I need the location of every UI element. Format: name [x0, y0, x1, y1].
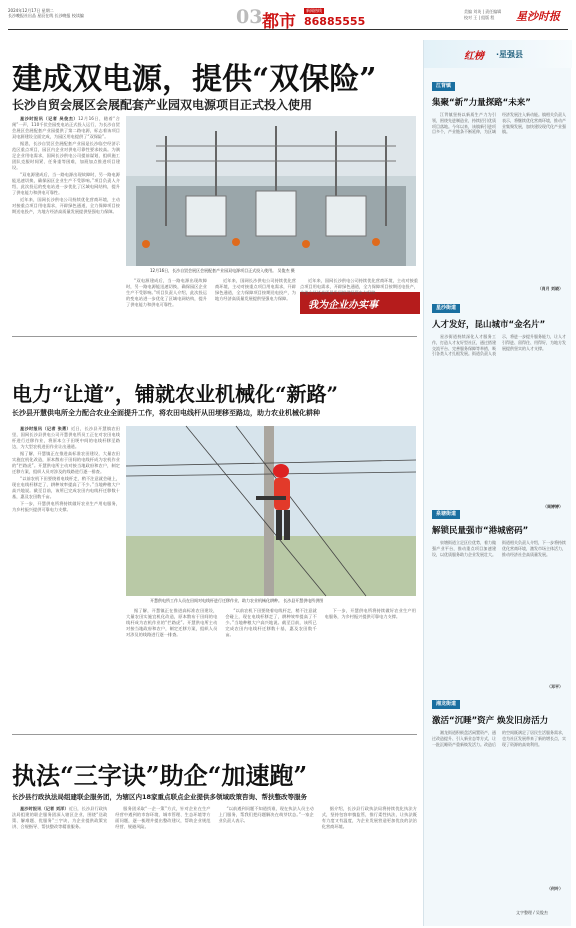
- sidebar-item-paragraph: 湘龙街道积极盘活闲置资产，通过改造提升、引入新业态等方式，让一批沉睡资产重新焕发活力。改造后的空间既满足了居民生活服务需求，也为社区发展带来了新的增长点，实现了资源的高效利用。: [432, 730, 566, 747]
- story1-paragraph: 近年来，国网长沙供电公司持续优化营商环境，主动对接重点项目用电需求，开辟绿色通道，全力保障项目按期送电投产，为地方经济高质量发展提供坚强电力保障。: [300, 278, 418, 295]
- story1-subhead: 长沙自贸会展区会展配套产业园双电源项目正式投入使用: [12, 98, 313, 112]
- story3-paragraph: 服务团采取“一企一策”方式，针对企业在生产经营中遇到的市容环境、城市管理、生态环境等方面问题，逐一梳理并提出整改建议，帮助企业规范经营、规避风险。: [115, 806, 211, 829]
- story3-headline: 执法“三字诀”助企“加速跑”: [12, 761, 308, 790]
- section-title: 都市: [262, 12, 296, 32]
- story3-body: [12, 806, 417, 924]
- story1-paragraph: 12月16日，随着“合闸”一声，110千伏会园变电站正式投入运行，为长沙自贸会展区会展配套产业园提供了第二路电源，标志着该项目双电源建设全面完成，为园区用电提供了“双保险”。: [12, 116, 120, 139]
- story2-byline: 星沙时报讯（记者 张勇）: [20, 426, 72, 431]
- story2-paragraph: 下一步，开慧供电所将持续做好农业生产用电服务，为乡村振兴提供可靠电力支撑。: [12, 501, 120, 512]
- story1-body-col3: [300, 278, 418, 295]
- sidebar-banner: [424, 40, 572, 68]
- story1-paragraph: 近年来，国网长沙供电公司持续优化营商环境，主动对接重点项目用电需求，开辟绿色通道，全力保障项目按期送电投产，为地方经济高质量发展提供坚强电力保障。: [12, 197, 120, 214]
- sidebar-item-body: [432, 112, 566, 282]
- sidebar-item-tag: 湘龙街道: [432, 700, 460, 709]
- story1-paragraph: 近年来，国网长沙供电公司持续优化营商环境，主动对接重点项目用电需求，开辟绿色通道，全力保障项目按期送电投产，为地方经济高质量发展提供坚强电力保障。: [215, 278, 296, 301]
- story3-paragraph: 据介绍，长沙县行政执法局将持续优化执法方式，坚持包容审慎监管，推行柔性执法，让执法既有力度又有温度，为企业发展营造更加优良的法治化营商环境。: [321, 806, 417, 829]
- sidebar-item-paragraph: 星沙街道持续深化人才服务工作，打造人才友好型社区，通过搭建交流平台、完善服务保障等举措，吸引各类人才扎根发展。街道负责人表示，将进一步提升服务能力，让人才引得进、留得住、用得好，为地方发展提供坚实的人才支撑。: [432, 334, 566, 357]
- sidebar-item-source: （周婷婷）: [543, 504, 563, 509]
- sidebar-footer: 文字整理 / 吴俊杰: [516, 910, 548, 915]
- editor-line: 美编 刘英 | 责任编辑: [464, 9, 502, 14]
- newspaper-logo: 星沙时报: [516, 10, 560, 23]
- sidebar-item-source: （邓平）: [547, 684, 563, 689]
- story2-subhead: 长沙县开慧供电所全力配合农业全面提升工作，将农田电线杆从田埂移至路边，助力农业机械化耕种: [12, 409, 320, 417]
- page-number: 03: [236, 6, 263, 28]
- story3-byline: 星沙时报讯（记者 刘洋）: [20, 806, 69, 811]
- sidebar-banner-subtitle: ·星强县: [496, 50, 524, 59]
- sidebar-banner-title: 红榜: [464, 51, 484, 62]
- hotline-number: 86885555: [304, 15, 366, 28]
- sidebar-item-source: （肖月 刘晓）: [537, 286, 563, 291]
- story2-caption: 开慧供电所工作人员在田间对电线杆进行迁移作业，助力农业机械化耕种。 长沙县开慧供电所供图: [150, 598, 324, 603]
- story2-paragraph: 下一步，开慧供电所将持续做好农业生产用电服务，为乡村振兴提供可靠电力支撑。: [324, 608, 416, 619]
- hotline-label: 新闻热线: [306, 8, 322, 13]
- sidebar-item-title: 人才发好，昆山城市“金名片”: [432, 320, 546, 330]
- sidebar-item-paragraph: 泉塘街道立足区位优势，着力做强产业平台，推动重点项目加速建设，以优质服务助力企业发展壮大。街道相关负责人介绍，下一步将持续优化营商环境，激发市场主体活力，推动经济社会高质量发展。: [432, 540, 566, 557]
- story1-headline: 建成双电源，提供“双保险”: [12, 62, 377, 97]
- promo-banner-text: 我为企业办实事: [308, 300, 378, 311]
- story2-paragraph: “以前农机下田要绕着电线杆走，稍不注意就会碰上，现在电线杆移走了，耕种效率提高了不少。”当地种粮大户高兴地说。截至目前，该所已完成农田内电线杆迁移数十基，惠及农田数千亩。: [225, 608, 317, 637]
- story2-paragraph: 据了解，开慧镇正在推进高标准农田建设，大量农田实施宜机化改造，原本散布于田间的电线杆成为农机作业的“拦路虎”。开慧供电所主动对接当地政府和农户，制定迁移方案，组织人员对涉及的线路进行逐一排查。: [126, 608, 218, 637]
- date-line: 2024年12月17日 星期二: [8, 8, 54, 13]
- divider: [12, 734, 417, 735]
- story1-caption: 12月16日，长沙自贸会展区会展配套产业园双电源项目正式投入使用。 吴俊杰 摄: [150, 268, 295, 273]
- story2-body-col2: [126, 608, 416, 726]
- story1-body-col1: [12, 116, 120, 326]
- sidebar-item-paragraph: 江背镇坚持以新质生产力为引领，围绕先进制造业，持续招引优质项目落地。今年以来，该镇新引进项目多个，产业链条不断延伸，为区域经济发展注入新动能。镇相关负责人表示，将继续优化营商环境，推动产业集聚发展，加快建设现代化产业强镇。: [432, 112, 566, 135]
- editor-credits: [464, 9, 514, 21]
- story3-paragraph: “以前遇到问题不知道找谁，现在执法人员主动上门服务，帮我们把问题解决在萌芽状态。”一家企业负责人表示。: [218, 806, 314, 823]
- sidebar-item-title: 集聚“新”力量探路“未来”: [432, 98, 531, 108]
- story2-body-col1: [12, 426, 120, 726]
- masthead: [8, 6, 568, 30]
- story1-photo: [126, 116, 416, 266]
- sidebar-item-body: [432, 730, 566, 880]
- editor-line-2: 校对 王 | 组版 程: [464, 15, 495, 20]
- story2-headline: 电力“让道”，铺就农业机械化“新路”: [12, 382, 339, 406]
- utility-worker-photo: [126, 426, 416, 596]
- substation-photo: [126, 116, 416, 266]
- sidebar-item-tag: 江背镇: [432, 82, 455, 91]
- story2-paragraph: “以前农机下田要绕着电线杆走，稍不注意就会碰上，现在电线杆移走了，耕种效率提高了不少。”当地种粮大户高兴地说。截至目前，该所已完成农田内电线杆迁移数十基，惠及农田数千亩。: [12, 476, 120, 499]
- sidebar-item-body: [432, 540, 566, 680]
- sidebar-item-tag: 星沙街道: [432, 304, 460, 313]
- story2-paragraph: 近日，长沙县开慧镇农田里，国网长沙县供电公司开慧供电所员工正在对农田电线杆进行迁移作业，将原本立于田埂中间的电线杆移至路边，为大型农机进田作业让出通道。: [12, 426, 120, 449]
- story1-paragraph: “双电源建成后，当一路电源出现故障时，另一路电源能迅速切换，确保园区企业生产不受影响。”项目负责人介绍，此次投运的变电站进一步优化了区域电网结构，提升了供电能力和供电可靠性。: [126, 278, 207, 307]
- story2-photo: [126, 426, 416, 596]
- story1-paragraph: 据悉，长沙自贸区会展配套产业园是长沙临空经济示范区重点项目，园区内企业对供电可靠性要求较高。为满足企业用电需求，国网长沙供电公司提前谋划，组织施工团队克服时间紧、任务重等困难，加班加点推进项目建设。: [12, 141, 120, 170]
- story2-paragraph: 据了解，开慧镇正在推进高标准农田建设，大量农田实施宜机化改造，原本散布于田间的电线杆成为农机作业的“拦路虎”。开慧供电所主动对接当地政府和农户，制定迁移方案，组织人员对涉及的线路进行逐一排查。: [12, 451, 120, 474]
- sidebar-item-title: 激活“沉睡”资产 焕发旧房活力: [432, 716, 549, 726]
- sidebar-item-tag: 泉塘街道: [432, 510, 460, 519]
- sidebar-item-source: （何叶）: [547, 886, 563, 891]
- divider: [12, 336, 417, 337]
- story3-subhead: 长沙县行政执法局组建联企服务团，为辖区内18家重点联点企业提供多领域政策咨询、帮扶整改等服务: [12, 793, 308, 801]
- story1-body-col2: [126, 278, 296, 328]
- story1-byline: 星沙时报讯（记者 吴俊杰）: [20, 116, 79, 121]
- sidebar-item-body: [432, 334, 566, 500]
- sidebar-honor-roll: [423, 40, 571, 926]
- edition-line: 长沙晚报社出品 星辰在线 长沙晚报 校读编: [8, 13, 84, 18]
- story1-paragraph: “双电源建成后，当一路电源出现故障时，另一路电源能迅速切换，确保园区企业生产不受影响。”项目负责人介绍，此次投运的变电站进一步优化了区域电网结构，提升了供电能力和供电可靠性。: [12, 172, 120, 195]
- issue-date: [8, 8, 98, 18]
- story3-paragraph: 近日，长沙县行政执法局组建的联企服务团深入辖区企业，围绕“送政策、解难题、优服务”三字诀，为企业提供政策宣讲、合规指导、帮扶整改等精准服务。: [12, 806, 108, 829]
- sidebar-item-title: 解锁民量强市“港城密码”: [432, 526, 529, 536]
